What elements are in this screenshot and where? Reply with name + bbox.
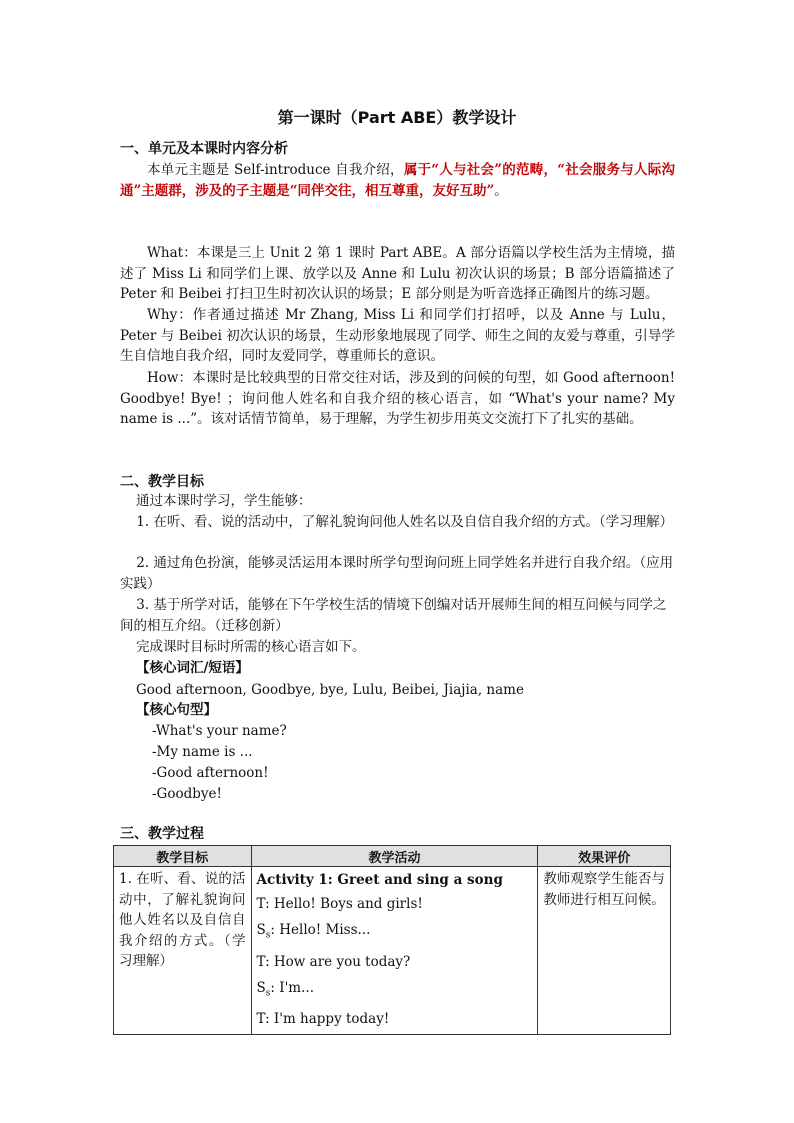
activity-title: Activity 1: Greet and sing a song <box>256 872 503 888</box>
core-language-lead: 完成课时目标时所需的核心语言如下。 <box>136 639 366 655</box>
sentence-heading: 【核心句型】 <box>136 702 217 718</box>
section2-heading: 二、教学目标 <box>120 474 204 490</box>
sentence-1: -What's your name? <box>152 723 287 739</box>
evaluation-cell: 教师观察学生能否与教师进行相互问候。 <box>538 867 671 1035</box>
vocab-list: Good afternoon, Goodbye, bye, Lulu, Beibei, Jiajia, name <box>136 682 524 698</box>
goal-cell: 1. 在听、看、说的活动中，了解礼貌询问他人姓名以及自信自我介绍的方式。（学习理解） <box>114 867 252 1035</box>
intro-highlight: 属于“人与社会”的范畴，“社会服务与人际沟通”主题群，涉及的子主题是“同伴交往，相互尊重，友好互助” <box>120 162 676 199</box>
goals-lead: 通过本课时学习，学生能够： <box>136 493 312 509</box>
sentence-3: -Good afternoon! <box>152 765 269 781</box>
vocab-heading: 【核心词汇/短语】 <box>136 660 249 676</box>
header-goal: 教学目标 <box>114 846 252 867</box>
goal-3: 3. 基于所学对话，能够在下午学校生活的情境下创编对话开展师生间的相互问候与同学之间的相互介绍。（迁移创新） <box>120 597 667 634</box>
sentence-4: -Goodbye! <box>152 786 222 802</box>
section1-intro <box>120 160 675 201</box>
section3-heading: 三、教学过程 <box>120 826 204 842</box>
section1-heading: 一、单元及本课时内容分析 <box>120 141 288 157</box>
dialogue-line-4: $S_s$: I'm... <box>256 979 314 999</box>
goal-1: 1. 在听、看、说的活动中，了解礼貌询问他人姓名以及自信自我介绍的方式。（学习理解） <box>136 514 674 530</box>
activity-cell <box>251 867 538 1035</box>
dialogue-line-1: T: Hello! Boys and girls! <box>256 896 423 912</box>
goal-2: 2. 通过角色扮演，能够灵活运用本课时所学句型询问班上同学姓名并进行自我介绍。（应用实践） <box>120 555 674 592</box>
page-title: 第一课时（Part ABE）教学设计 <box>277 108 517 127</box>
table-row <box>114 867 671 1035</box>
section1-what: What：本课是三上 Unit 2 第 1 课时 Part ABE。A 部分语篇以学校生活为主情境，描述了 Miss Li 和同学们上课、放学以及 Anne 和 Lulu 初次认识的场景；B 部分语篇描述了 Peter 和 Beibei 打扫卫生时初次认识的场景；E 部分则是为听音选择正确图片的练习题。 <box>120 245 675 302</box>
section1-how: How：本课时是比较典型的日常交往对话，涉及到的问候的句型，如 Good afternoon! Goodbye! Bye! ；询问他人姓名和自我介绍的核心语言，如 “What's your name? My name is ...”。该对话情节简单，易于理解，为学生初步用英文交流打下了扎实的基础。 <box>120 370 675 427</box>
intro-plain: 本单元主题是 Self-introduce 自我介绍， <box>147 162 404 178</box>
teaching-process-table <box>113 845 671 1035</box>
dialogue-line-3: T: How are you today? <box>256 953 411 970</box>
dialogue-line-2: $S_s$: Hello! Miss... <box>256 922 371 941</box>
header-activity: 教学活动 <box>251 846 538 867</box>
table-header-row <box>114 846 671 867</box>
section1-why: Why：作者通过描述 Mr Zhang, Miss Li 和同学们打招呼，以及 Anne 与 Lulu，Peter 与 Beibei 初次认识的场景，生动形象地展现了同学、师生之间的友爱与尊重，引导学生自信地自我介绍，同时友爱同学，尊重师长的意识。 <box>120 307 675 364</box>
intro-end: 。 <box>494 182 508 199</box>
dialogue-line-5: T: I'm happy today! <box>256 1011 390 1028</box>
header-evaluation: 效果评价 <box>538 846 671 867</box>
sentence-2: -My name is ... <box>152 744 253 760</box>
